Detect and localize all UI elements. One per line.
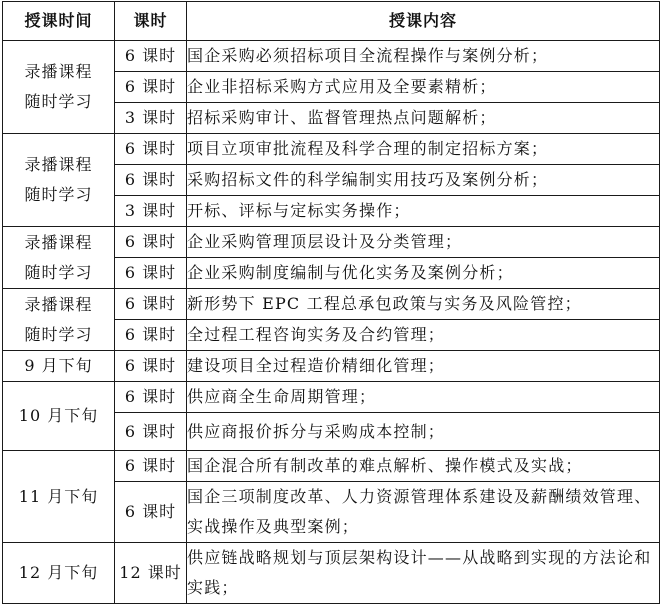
table-row [3,451,660,482]
hours-cell: 6 课时 [115,351,187,382]
time-line: 随时学习 [24,324,93,344]
hours-cell: 6 课时 [115,482,187,543]
time-line: 录播课程 [24,155,93,174]
time-line: 11 月下旬 [18,486,99,506]
time-line: 9 月下旬 [24,356,93,375]
content-cell: 新形势下 EPC 工程总承包政策与实务及风险管控； [187,289,660,320]
content-cell: 建设项目全过程造价精细化管理； [187,351,660,382]
content-cell: 项目立项审批流程及科学合理的制定招标方案； [187,134,660,165]
hours-cell: 6 课时 [115,72,187,103]
time-line: 随时学习 [24,185,93,204]
time-line: 录播课程 [24,232,93,252]
hours-cell: 6 课时 [115,41,187,72]
content-cell: 供应链战略规划与顶层架构设计——从战略到实现的方法论和实践； [187,543,660,604]
content-cell: 国企三项制度改革、人力资源管理体系建设及薪酬绩效管理、实战操作及典型案例； [187,482,660,543]
group-time-cell [3,289,115,351]
content-cell: 企业非招标采购方式应用及全要素精析； [187,72,660,103]
course-schedule-table [2,1,660,604]
content-cell: 供应商报价拆分与采购成本控制； [187,413,660,451]
header-hours: 课时 [115,2,187,41]
table-row [3,134,660,165]
table-row [3,382,660,413]
group-time-cell [3,382,115,451]
hours-cell: 6 课时 [115,258,187,289]
group-time-cell [3,351,115,382]
content-cell: 开标、评标与定标实务操作； [187,196,660,227]
group-time-cell [3,41,115,134]
content-cell: 供应商全生命周期管理； [187,382,660,413]
content-cell: 企业采购管理顶层设计及分类管理； [187,227,660,258]
hours-cell: 6 课时 [115,382,187,413]
time-line: 随时学习 [24,262,93,282]
table-row [3,289,660,320]
hours-cell: 3 课时 [115,103,187,134]
hours-cell: 6 课时 [115,289,187,320]
content-cell: 企业采购制度编制与优化实务及案例分析； [187,258,660,289]
content-cell: 国企混合所有制改革的难点解析、操作模式及实战； [187,451,660,482]
table-row [3,351,660,382]
hours-cell: 12 课时 [115,543,187,604]
group-time-cell [3,134,115,227]
content-cell: 国企采购必须招标项目全流程操作与案例分析； [187,41,660,72]
group-time-cell [3,543,115,604]
time-line: 12 月下旬 [18,563,99,582]
group-time-cell [3,227,115,289]
content-cell: 采购招标文件的科学编制实用技巧及案例分析； [187,165,660,196]
table-row [3,227,660,258]
header-row [3,2,660,41]
time-line: 录播课程 [24,62,93,81]
content-cell: 全过程工程咨询实务及合约管理； [187,320,660,351]
group-time-cell [3,451,115,543]
hours-cell: 6 课时 [115,165,187,196]
hours-cell: 6 课时 [115,227,187,258]
header-time: 授课时间 [3,2,115,41]
hours-cell: 6 课时 [115,320,187,351]
hours-cell: 6 课时 [115,134,187,165]
hours-cell: 3 课时 [115,196,187,227]
content-cell: 招标采购审计、监督管理热点问题解析； [187,103,660,134]
time-line: 录播课程 [24,294,93,314]
hours-cell: 6 课时 [115,451,187,482]
table-row [3,543,660,604]
table-row [3,41,660,72]
hours-cell: 6 课时 [115,413,187,451]
time-line: 随时学习 [24,92,93,111]
time-line: 10 月下旬 [18,406,99,425]
header-content: 授课内容 [187,2,660,41]
